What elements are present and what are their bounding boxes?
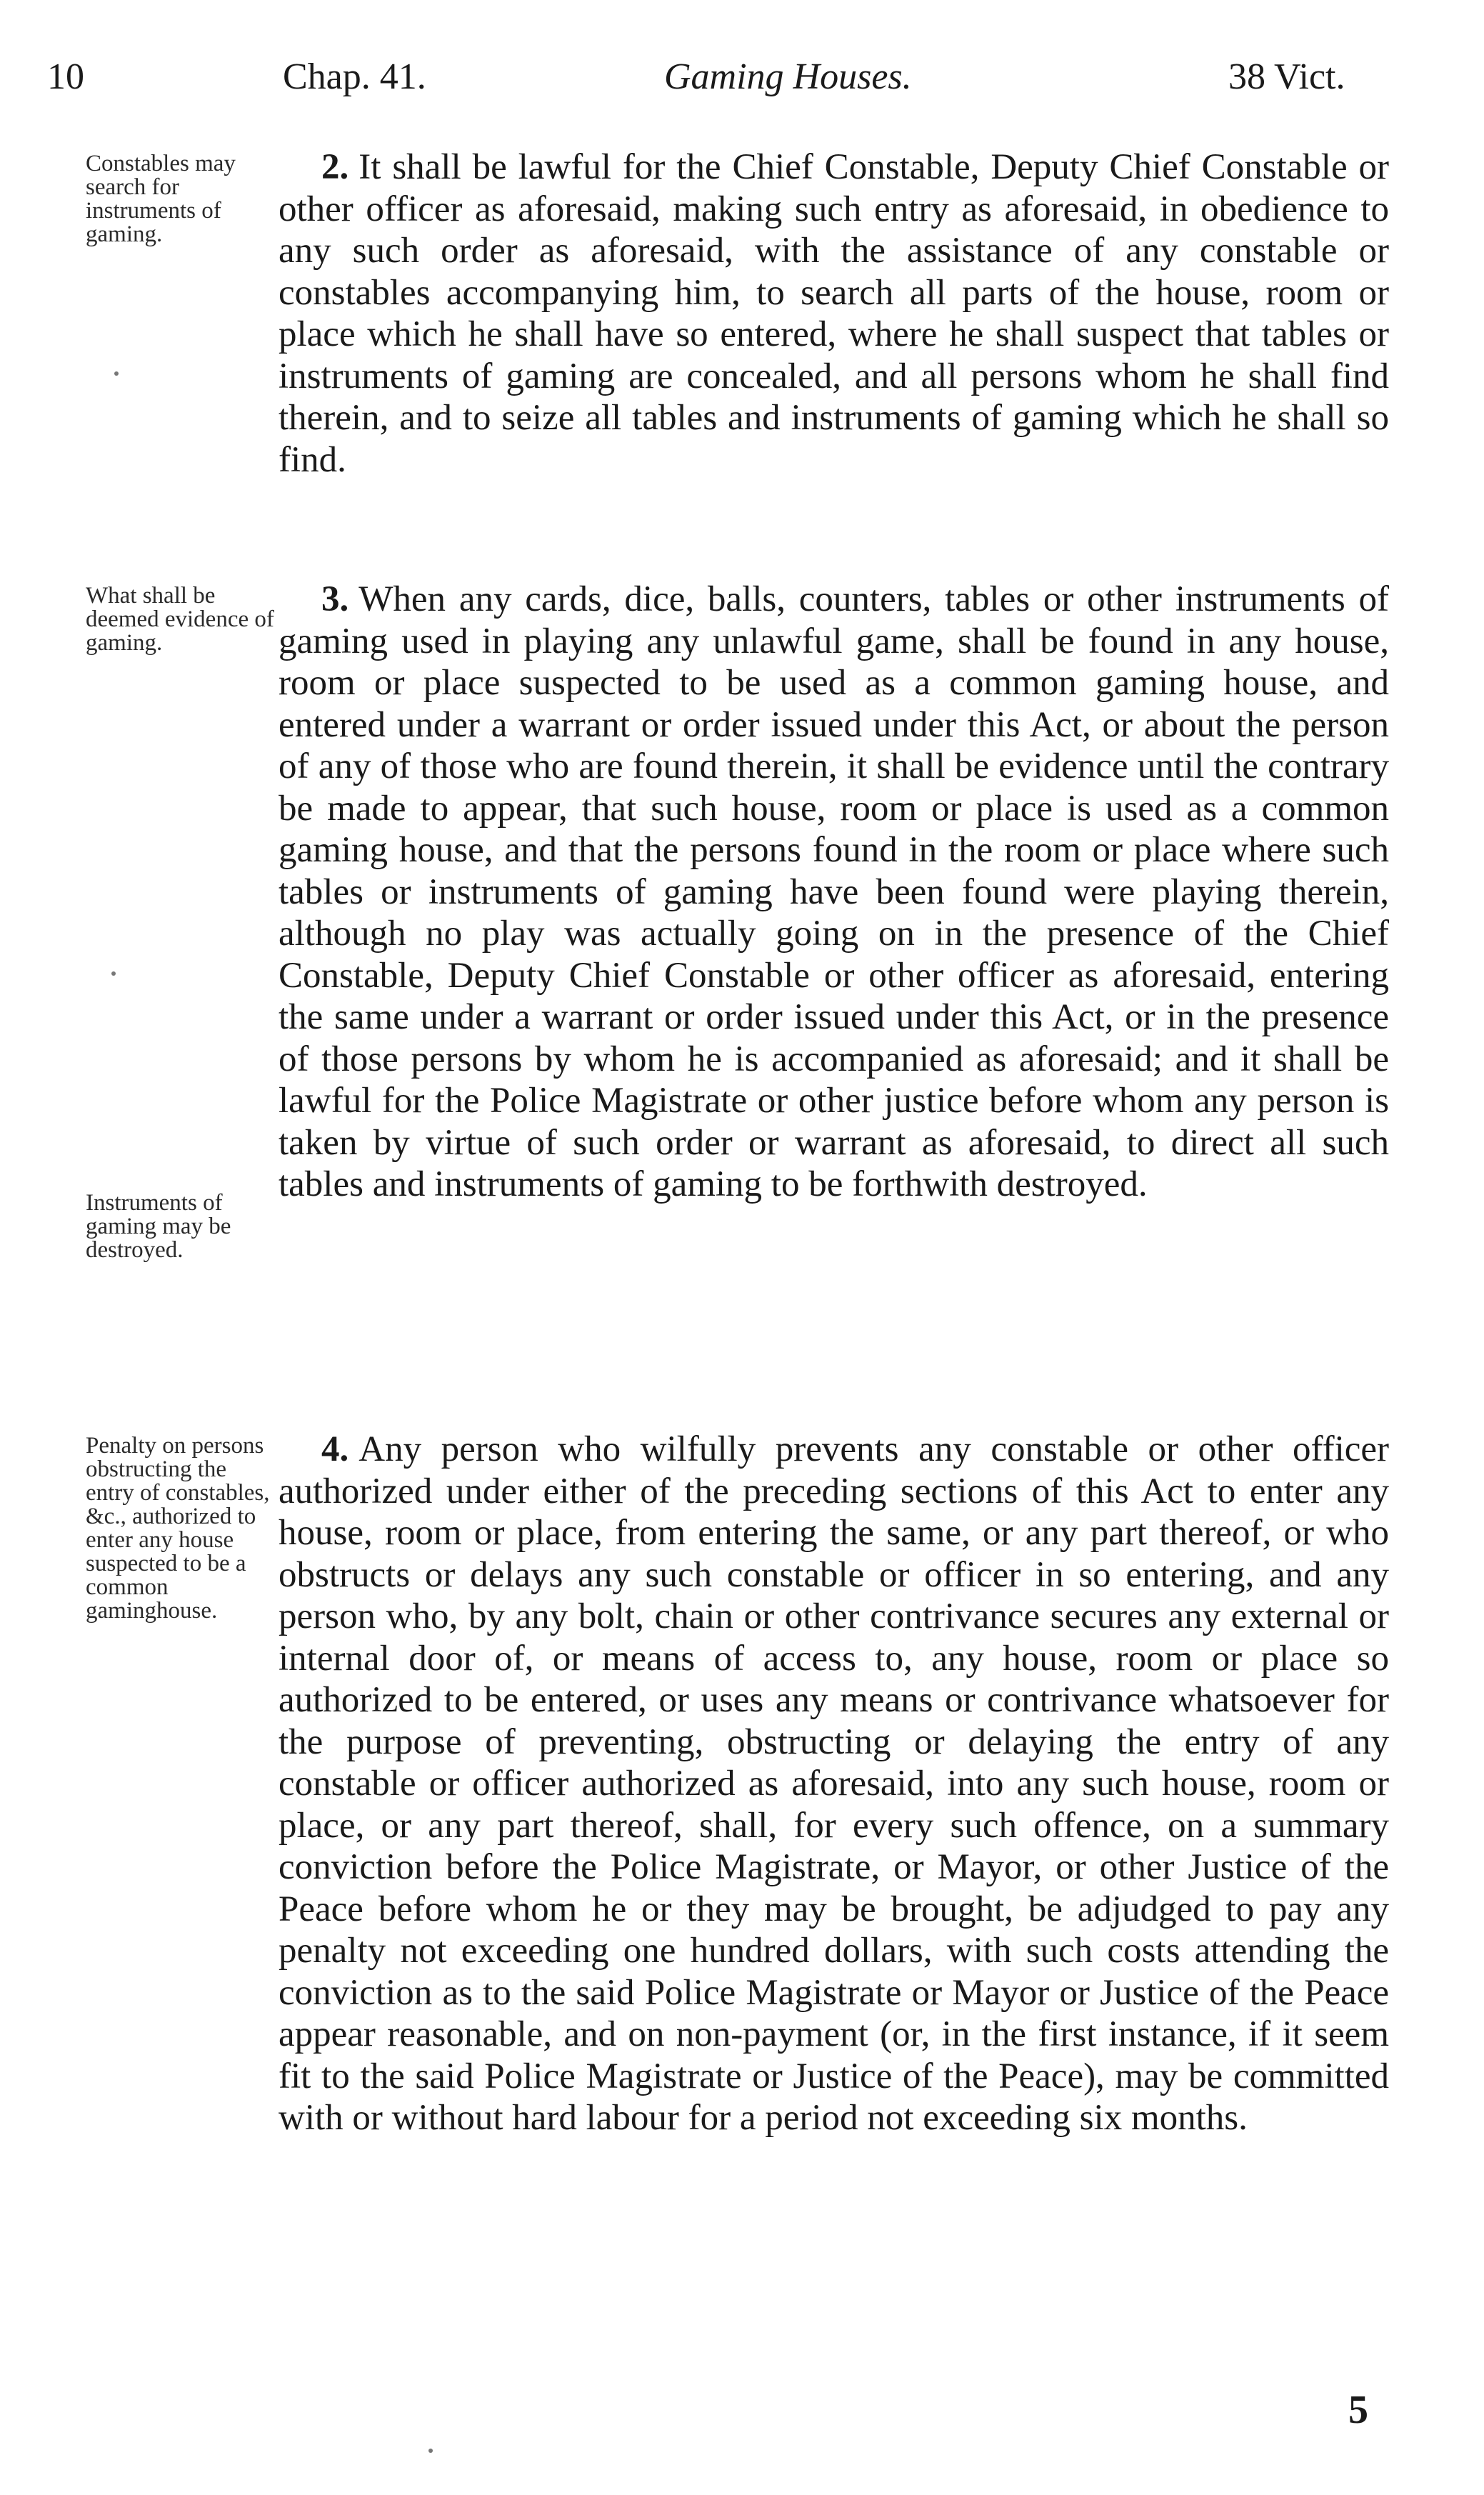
section-number: 4. <box>321 1429 349 1469</box>
page-number: 10 <box>47 56 84 97</box>
signature-mark: 5 <box>1348 2388 1368 2432</box>
print-speck <box>111 971 116 976</box>
margin-note: Penalty on persons obstructing the entry of constables, &c., authorized to enter any house suspected to be a common gaminghouse. <box>86 1433 270 1624</box>
section-body <box>279 579 1389 1206</box>
page-header <box>0 56 1484 113</box>
regnal-year: 38 Vict. <box>1228 56 1345 97</box>
section-text: When any cards, dice, balls, counters, tables or other instruments of gaming used in playing any unlawful game, shall be found in any house, room or place suspected to be used as a common gaming house, and entered under a warrant or order issued under this Act, or about the person of any of those who are found therein, it shall be evidence until the contrary be made to appear, that such house, room or place is used as a common gaming house, and that the persons found in the room or place where such tables or instruments of gaming have been found were playing therein, although no play was actually going on in the presence of the Chief Constable, Deputy Chief Constable or other officer as aforesaid, entering the same under a warrant or order issued under this Act, or in the presence of those persons by whom he is accompanied as aforesaid; and it shall be lawful for the Police Magistrate or other justice before whom any person is taken by virtue of such order or warrant as aforesaid, to direct all such tables and instruments of gaming to be forthwith destroyed. <box>279 579 1389 1204</box>
section-text: Any person who wilfully prevents any constable or other officer authorized under either of the preceding sections of this Act to enter any house, room or place, from entering the same, or any part thereof, or who obstructs or delays any such constable or officer in so entering, and any person who, by any bolt, chain or other contrivance secures any external or internal door of, or means of access to, any house, room or place so authorized to be entered, or uses any means or contrivance whatsoever for the purpose of preventing, obstructing or delaying the entry of any constable or officer authorized as aforesaid, into any such house, room or place, or any part thereof, shall, for every such offence, on a summary conviction before the Police Magistrate, or Mayor, or other Justice of the Peace before whom he or they may be brought, be adjudged to pay any penalty not exceeding one hundred dollars, with such costs attending the conviction as to the said Police Magistrate or Mayor or Justice of the Peace appear reasonable, and on non-payment (or, in the first instance, if it seem fit to the said Police Magistrate or Justice of the Peace), may be committed with or without hard labour for a period not exceeding six months. <box>279 1429 1389 2138</box>
section-number: 2. <box>321 147 349 187</box>
margin-note: What shall be deemed evidence of gaming. <box>86 583 274 656</box>
section-body <box>279 1429 1389 2139</box>
margin-note: Constables may search for instruments of gaming. <box>86 151 236 247</box>
print-speck <box>428 2449 433 2453</box>
section-number: 3. <box>321 579 349 619</box>
section-text: It shall be lawful for the Chief Constable, Deputy Chief Constable or other officer as aforesaid, making such entry as aforesaid, in obedience to any such order as aforesaid, with the assistance of any constable or constables accompanying him, to search all parts of the house, room or place which he shall have so entered, where he shall suspect that tables or instruments of gaming are concealed, and all persons whom he shall find therein, and to seize all tables and instruments of gaming which he shall so find. <box>279 147 1389 480</box>
margin-note-destroyed: Instruments of gaming may be destroyed. <box>86 1190 231 1263</box>
chapter-label: Chap. 41. <box>283 56 426 97</box>
section-body <box>279 146 1389 481</box>
running-title: Gaming Houses. <box>664 56 912 97</box>
print-speck <box>114 371 119 376</box>
